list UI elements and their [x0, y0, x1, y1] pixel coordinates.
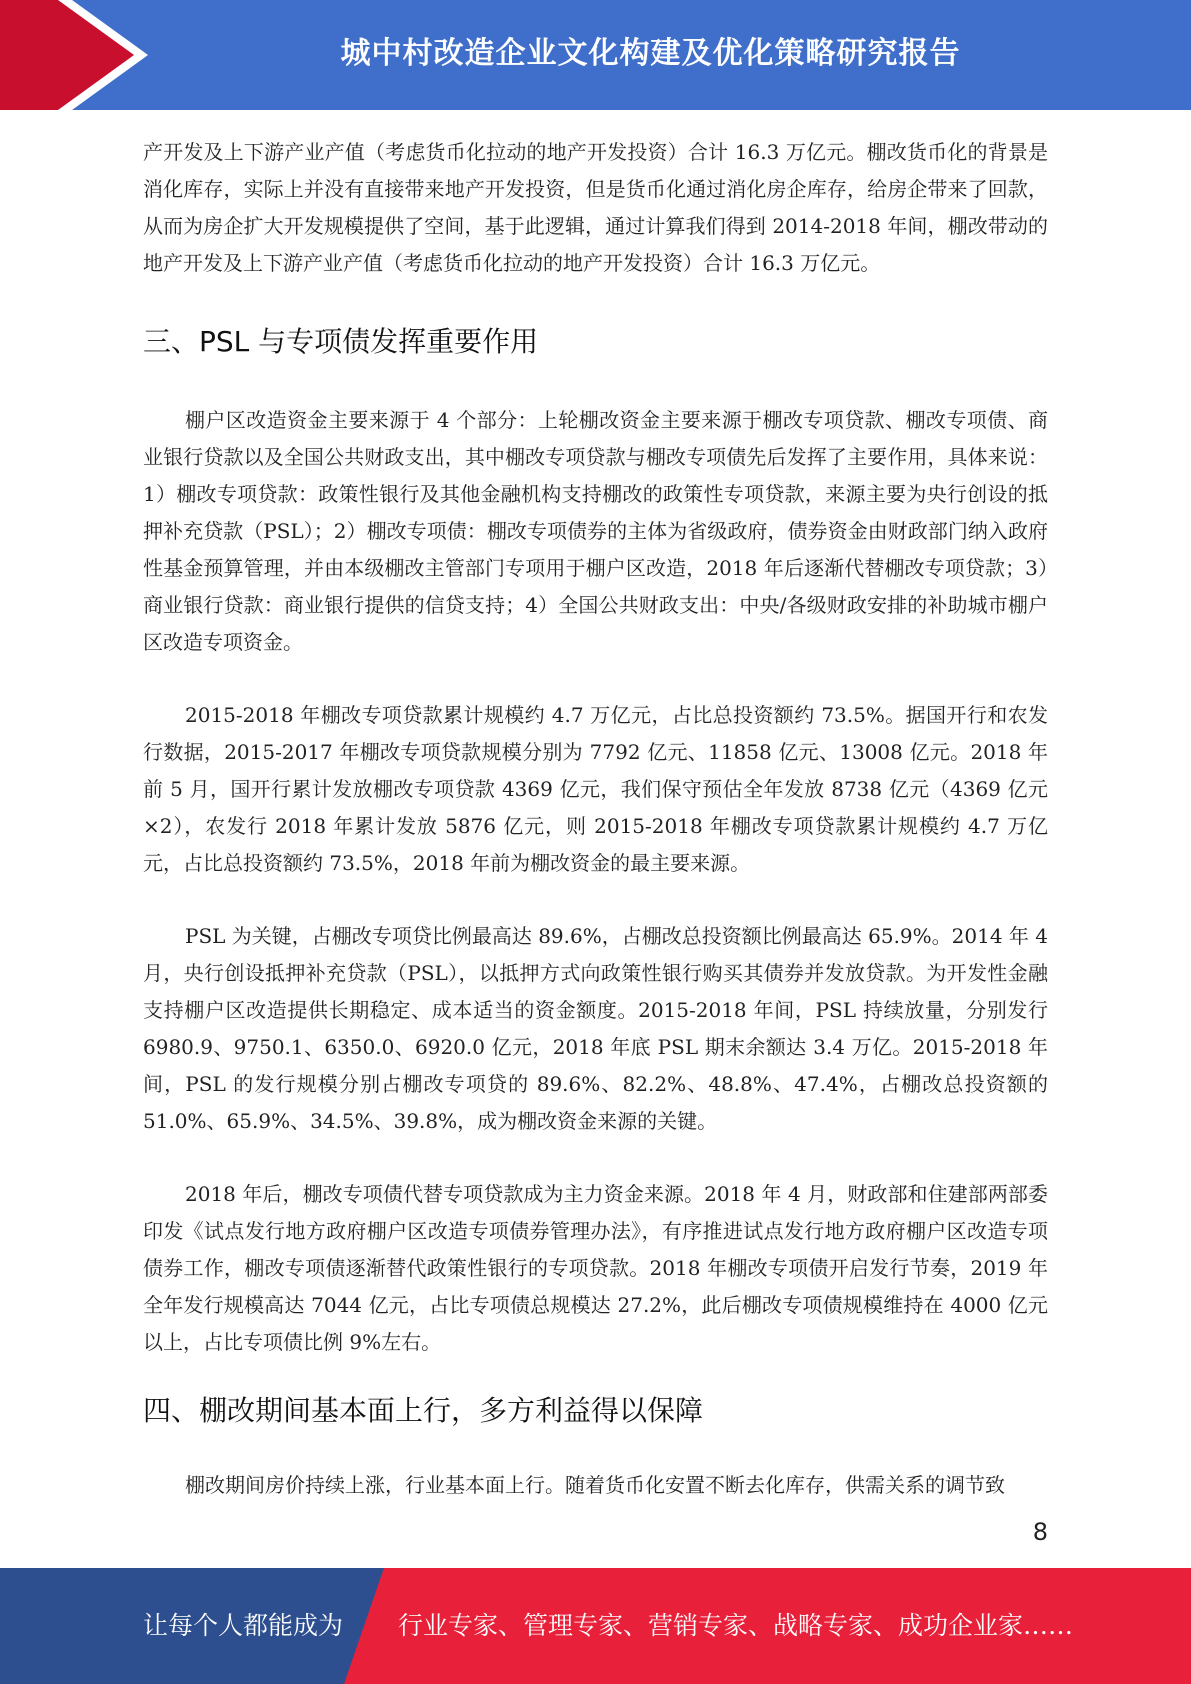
footer-slogan-left: 让每个人都能成为: [143, 1611, 344, 1640]
footer-slogan-right: 行业专家、管理专家、营销专家、战略专家、成功企业家……: [398, 1611, 1074, 1640]
document-title: 城中村改造企业文化构建及优化策略研究报告: [340, 36, 961, 71]
page-header: [0, 0, 1191, 110]
page-number: 8: [1032, 1518, 1048, 1546]
page-footer: [0, 1568, 1191, 1684]
paragraph-special-loans: 2015-2018 年棚改专项贷款累计规模约 4.7 万亿元，占比总投资额约 73.5%。据国开行和农发行数据，2015-2017 年棚改专项贷款规模分别为 7792 亿元、11858 亿元、13008 亿元。2018 年前 5 月，国开行累计发放棚改专项贷款 4369 亿元，我们保守预估全年发放 8738 亿元（4369 亿元×2），农发行 2018 年累计发放 5876 亿元，则 2015-2018 年棚改专项贷款累计规模约 4.7 万亿元，占比总投资额约 73.5%，2018 年前为棚改资金的最主要来源。: [143, 703, 1048, 875]
paragraph-fundamentals: 棚改期间房价持续上涨，行业基本面上行。随着货币化安置不断去化库存，供需关系的调节致: [185, 1473, 1005, 1497]
paragraph-continuation: 产开发及上下游产业产值（考虑货币化拉动的地产开发投资）合计 16.3 万亿元。棚改货币化的背景是消化库存，实际上并没有直接带来地产开发投资，但是货币化通过消化房企库存，给房企带来了回款，从而为房企扩大开发规模提供了空间，基于此逻辑，通过计算我们得到 2014-2018 年间，棚改带动的地产开发及上下游产业产值（考虑货币化拉动的地产开发投资）合计 16.3 万亿元。: [143, 140, 1048, 275]
paragraph-special-bonds: 2018 年后，棚改专项债代替专项贷款成为主力资金来源。2018 年 4 月，财政部和住建部两部委印发《试点发行地方政府棚户区改造专项债券管理办法》，有序推进试点发行地方政府棚户区改造专项债券工作，棚改专项债逐渐替代政策性银行的专项贷款。2018 年棚改专项债开启发行节奏，2019 年全年发行规模高达 7044 亿元，占比专项债总规模达 27.2%，此后棚改专项债规模维持在 4000 亿元以上，占比专项债比例 9%左右。: [143, 1182, 1048, 1354]
paragraph-psl: PSL 为关键，占棚改专项贷比例最高达 89.6%，占棚改总投资额比例最高达 65.9%。2014 年 4 月，央行创设抵押补充贷款（PSL），以抵押方式向政策性银行购买其债券并发放贷款。为开发性金融支持棚户区改造提供长期稳定、成本适当的资金额度。2015-2018 年间，PSL 持续放量，分别发行 6980.9、9750.1、6350.0、6920.0 亿元，2018 年底 PSL 期末余额达 3.4 万亿。2015-2018 年间，PSL 的发行规模分别占棚改专项贷的 89.6%、82.2%、48.8%、47.4%，占棚改总投资额的 51.0%、65.9%、34.5%、39.8%，成为棚改资金来源的关键。: [143, 924, 1048, 1133]
section-heading-4: 四、棚改期间基本面上行，多方利益得以保障: [143, 1394, 704, 1427]
paragraph-funding-sources: 棚户区改造资金主要来源于 4 个部分：上轮棚改资金主要来源于棚改专项贷款、棚改专项债、商业银行贷款以及全国公共财政支出，其中棚改专项贷款与棚改专项债先后发挥了主要作用，具体来说：1）棚改专项贷款：政策性银行及其他金融机构支持棚改的政策性专项贷款，来源主要为央行创设的抵押补充贷款（PSL）；2）棚改专项债：棚改专项债券的主体为省级政府，债券资金由财政部门纳入政府性基金预算管理，并由本级棚改主管部门专项用于棚户区改造，2018 年后逐渐代替棚改专项贷款；3）商业银行贷款：商业银行提供的信贷支持；4）全国公共财政支出：中央/各级财政安排的补助城市棚户区改造专项资金。: [143, 408, 1048, 654]
document-body: [143, 134, 1048, 1504]
section-heading-3: 三、PSL 与专项债发挥重要作用: [143, 325, 539, 358]
